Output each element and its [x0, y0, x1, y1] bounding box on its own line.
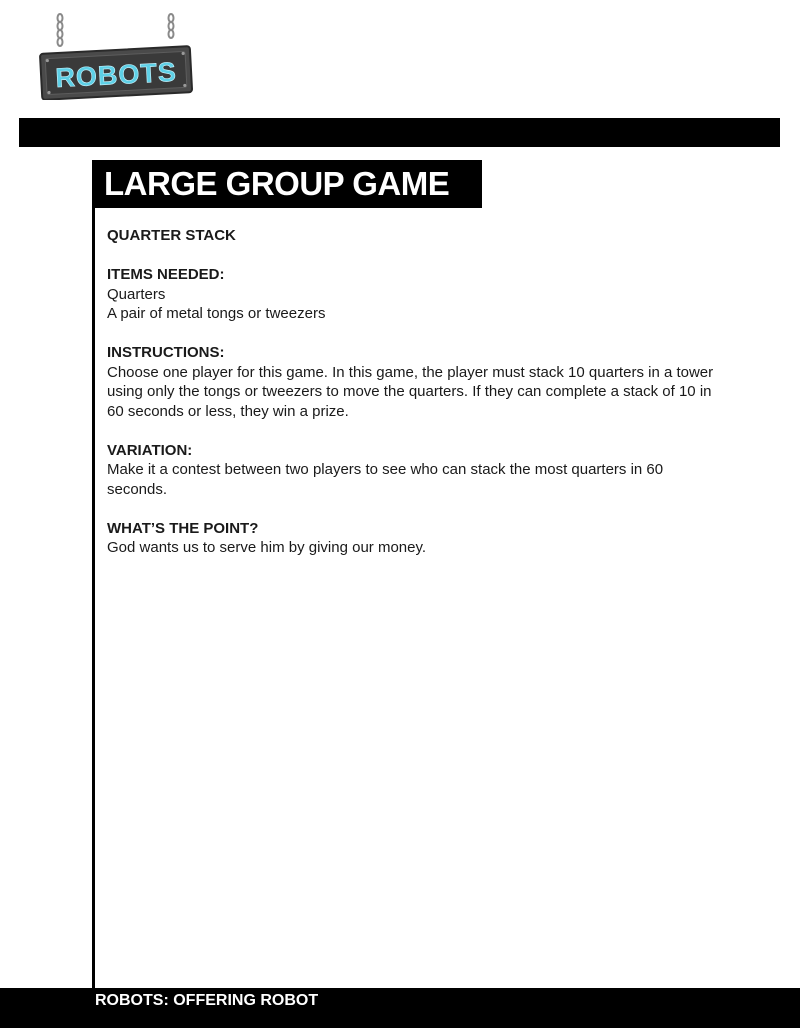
- game-name: QUARTER STACK: [107, 227, 236, 244]
- variation-heading: VARIATION:: [107, 441, 193, 459]
- footer-title: ROBOTS: OFFERING ROBOT: [95, 992, 319, 1009]
- items-needed-heading: ITEMS NEEDED:: [107, 266, 225, 283]
- variation-text: Make it a contest between two players to see who can stack the most quarters in 60 seconds.: [107, 461, 664, 498]
- page-title: LARGE GROUP GAME: [92, 160, 482, 208]
- left-vertical-rule: [92, 160, 95, 990]
- instructions-heading: INSTRUCTIONS:: [107, 344, 225, 361]
- point-text: God wants us to serve him by giving our money.: [107, 539, 427, 556]
- item-tongs: A pair of metal tongs or tweezers: [107, 305, 326, 322]
- svg-text:ROBOTS: ROBOTS: [54, 56, 178, 94]
- robots-logo: [38, 12, 196, 100]
- header-bar: [19, 118, 780, 147]
- instructions-text: Choose one player for this game. In this game, the player must stack 10 quarters in a tower using only the tongs or tweezers to move the quarters. If they can complete a stack of 10 in 60 seconds or less, they win a prize.: [107, 363, 714, 420]
- game-content: [107, 226, 727, 558]
- point-heading: WHAT’S THE POINT?: [107, 519, 259, 537]
- item-quarters: Quarters: [107, 285, 166, 303]
